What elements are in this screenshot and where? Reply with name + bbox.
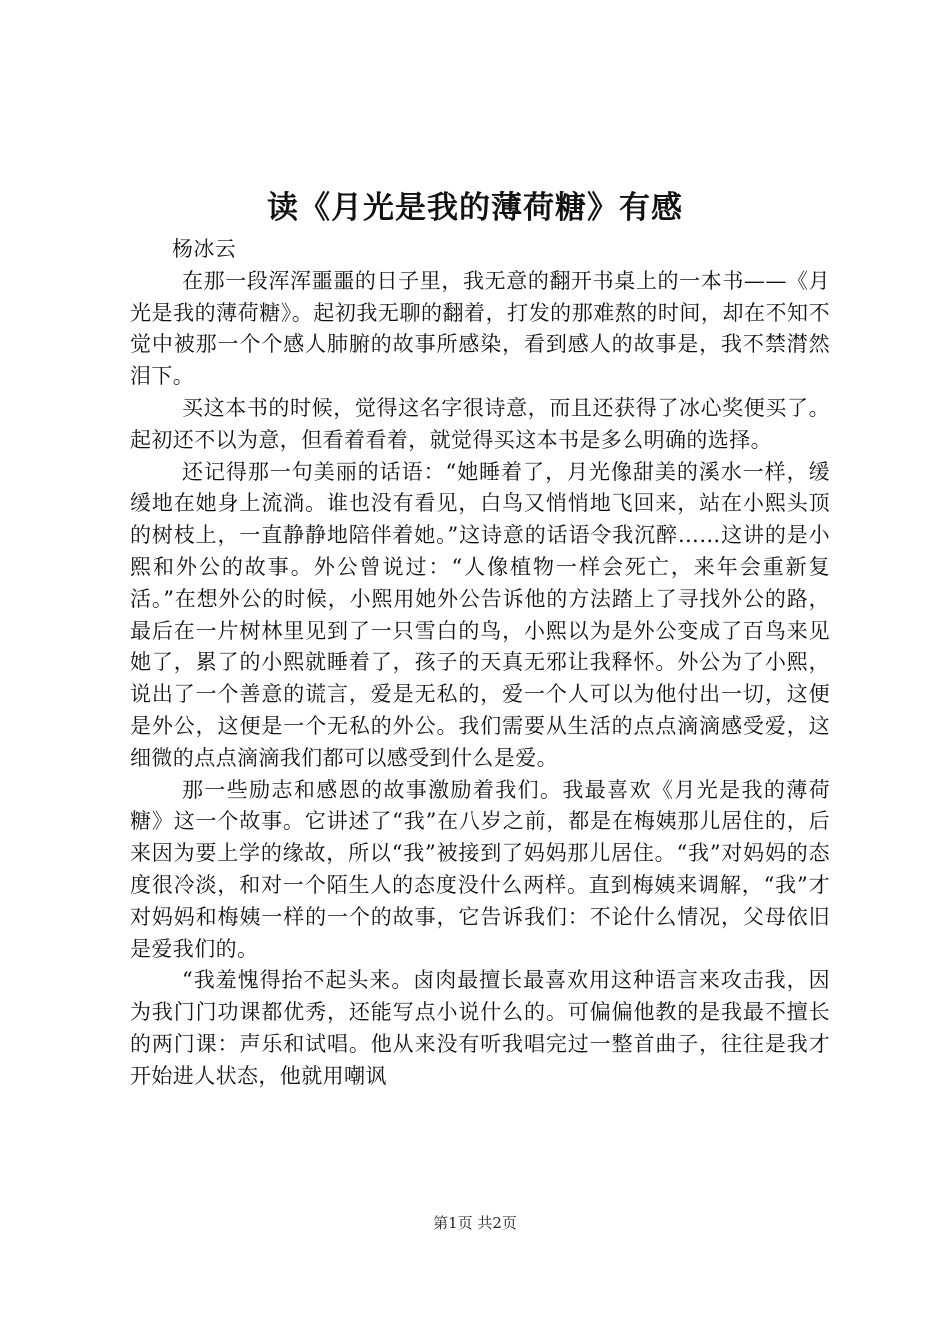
- paragraph: 买这本书的时候，觉得这名字很诗意，而且还获得了冰心奖便买了。起初还不以为意，但看着看着，就觉得买这本书是多么明确的选择。: [130, 395, 830, 452]
- document-title: 读《月光是我的薄荷糖》有感: [267, 190, 683, 226]
- paragraph: 那一些励志和感恩的故事激励着我们。我最喜欢《月光是我的薄荷糖》这一个故事。它讲述了“我”在八岁之前，都是在梅姨那儿居住的，后来因为要上学的缘故，所以“我”被接到了妈妈那儿居住。“我”对妈妈的态度很冷淡，和对一个陌生人的态度没什么两样。直到梅姨来调解，“我”才对妈妈和梅姨一样的一个的故事，它告诉我们：不论什么情况，父母依旧是爱我们的。: [130, 777, 830, 961]
- paragraph: 在那一段浑浑噩噩的日子里，我无意的翻开书桌上的一本书——《月光是我的薄荷糖》。起初我无聊的翻着，打发的那难熬的时间，却在不知不觉中被那一个个感人肺腑的故事所感染，看到感人的故事是，我不禁潸然泪下。: [130, 268, 830, 389]
- document-body: [130, 234, 830, 1093]
- author-name: 杨冰云: [172, 237, 237, 261]
- paragraph: “我羞愧得抬不起头来。卤肉最擅长最喜欢用这种语言来攻击我，因为我门门功课都优秀，还能写点小说什么的。可偏偏他教的是我最不擅长的两门课：声乐和试唱。他从来没有听我唱完过一整首曲子，往往是我才开始进人状态，他就用嘲讽: [130, 968, 830, 1088]
- page-number-footer: 第1页 共2页: [433, 1214, 517, 1232]
- paragraph: 还记得那一句美丽的话语：“她睡着了，月光像甜美的溪水一样，缓缓地在她身上流淌。谁也没有看见，白鸟又悄悄地飞回来，站在小熙头顶的树枝上，一直静静地陪伴着她。”这诗意的话语令我沉醉……这讲的是小熙和外公的故事。外公曾说过：“人像植物一样会死亡，来年会重新复活。”在想外公的时候，小熙用她外公告诉他的方法踏上了寻找外公的路，最后在一片树林里见到了一只雪白的鸟，小熙以为是外公变成了百鸟来见她了，累了的小熙就睡着了，孩子的天真无邪让我释怀。外公为了小熙，说出了一个善意的谎言，爱是无私的，爱一个人可以为他付出一切，这便是外公，这便是一个无私的外公。我们需要从生活的点点滴滴感受爱，这细微的点点滴滴我们都可以感受到什么是爱。: [130, 459, 830, 770]
